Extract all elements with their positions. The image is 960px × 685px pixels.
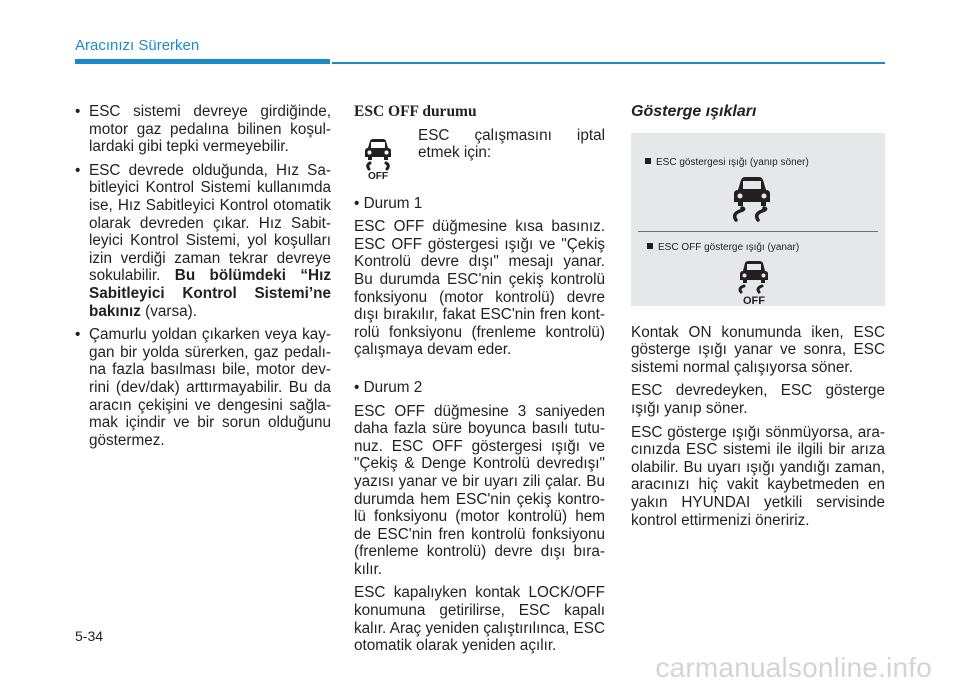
indicator2-caption-text: ESC OFF gösterge ışığı (yanar) [658, 241, 800, 253]
closing-text: ESC kapalıyken kontak LOCK/OFF konumuna getirilirse, ESC kapalı kalır. Araç yeniden çalıştırılınca, ESC otomatik olarak yeniden açılır. [354, 584, 605, 655]
indicator1-caption-text: ESC göstergesi ışığı (yanıp söner) [656, 156, 809, 168]
page-number: 5-34 [75, 628, 104, 644]
indicator-heading: Gösterge ışıkları [631, 103, 757, 120]
bullet-marker: • [75, 103, 81, 120]
indicator-divider [638, 231, 878, 232]
bullet-tail: (varsa). [140, 302, 197, 320]
bullet-text: ESC sistemi devreye girdiğinde, motor gaz pedalına bilinen koşul-lardaki gibi tepki vermeyebilir. [89, 103, 331, 156]
square-bullet-icon [645, 158, 651, 164]
bullet-item [75, 103, 331, 156]
section-title: Aracınızı Sürerken [75, 37, 200, 54]
bullet-text: Çamurlu yoldan çıkarken veya kay-gan bir yolda sürerken, gaz pedalı-na fazla basılması bile, motor dev-rini (dev/dak) arttırmayabilir. Bu da aracın çekişini ve dengesini sağla-mak içindir ve bir sorun olduğunu göstermez. [89, 326, 331, 449]
case2-title: • Durum 2 [354, 378, 423, 396]
column-left [75, 103, 331, 455]
esc-off-icon-label: OFF [368, 170, 388, 181]
square-bullet-icon [647, 243, 653, 249]
bullet-bold-reference: Bu bölümdeki “Hız Sabitleyici Kontrol Sistemi’ne bakınız [89, 267, 332, 320]
header-rule [332, 62, 885, 64]
bullet-marker: • [75, 161, 81, 179]
esc-off-indicator-label: OFF [743, 294, 765, 306]
indicator-paragraph: Kontak ON konumunda iken, ESC gösterge ışığı yanar ve sonra, ESC sistemi normal çalışıyorsa söner. [631, 323, 885, 376]
column-right [631, 103, 885, 535]
indicator2-caption [647, 242, 799, 254]
bullet-marker: • [75, 326, 81, 344]
column-middle [354, 103, 605, 661]
indicator-paragraph: ESC devredeyken, ESC gösterge ışığı yanıp söner. [631, 382, 885, 417]
bullet-item [75, 326, 331, 449]
watermark: carmanualsonline.info [655, 652, 932, 683]
esc-off-indicator-icon [735, 258, 773, 306]
header-bar [75, 59, 330, 64]
bullet-text: ESC devrede olduğunda, Hız Sa-bitleyici Kontrol Sistemi kullanımda ise, Hız Sabitleyici Kontrol otomatik olarak devreden çıkar. Hız Sabit-leyici Kontrol Sistemi, yol koşulları izin verdiği zaman tekrar devreye sokulabilir. [89, 161, 331, 285]
esc-off-heading: ESC OFF durumu [354, 103, 477, 120]
esc-off-intro [354, 127, 605, 183]
case1-text: ESC OFF düğmesine kısa basınız. ESC OFF göstergesi ışığı ve "Çekiş Kontrolü devre dışı" mesajı yanar. Bu durumda ESC'nin çekiş kontrolü fonksiyonu (motor kontrolü) devre dışı bırakılır, fakat ESC'nin fren kont-rolü fonksiyonu (frenleme kontrolü) çalışmaya devam eder. [354, 218, 605, 359]
esc-off-icon [360, 135, 396, 181]
case1-title: • Durum 1 [354, 194, 423, 212]
indicator-panel [631, 133, 885, 306]
indicator-paragraph: ESC gösterge ışığı sönmüyorsa, ara-cınızda ESC sistemi ile ilgili bir arıza olabilir. Bu uyarı ışığı yandığı zaman, aracınızı hiç vakit kaybetmeden en yakın HYUNDAI yetkili servisinde kontrol ettirmenizi öneririz. [631, 423, 885, 529]
case2-text: ESC OFF düğmesine 3 saniyeden daha fazla süre boyunca basılı tutu-nuz. ESC OFF göstergesi ışığı ve "Çekiş & Denge Kontrolü devredışı" yazısı yanar ve bir uyarı zili çalar. Bu durumda hem ESC'nin çekiş kontro-lü fonksiyonu (motor kontrolü) hem de ESC'nin fren kontrolü fonksiyonu (frenleme kontrolü) devre dışı bıra-kılır. [354, 402, 605, 578]
esc-off-intro-text: ESC çalışmasını iptal etmek için: [418, 126, 605, 162]
esc-indicator-icon [730, 174, 774, 222]
indicator1-caption [645, 157, 809, 169]
bullet-item [75, 162, 331, 320]
